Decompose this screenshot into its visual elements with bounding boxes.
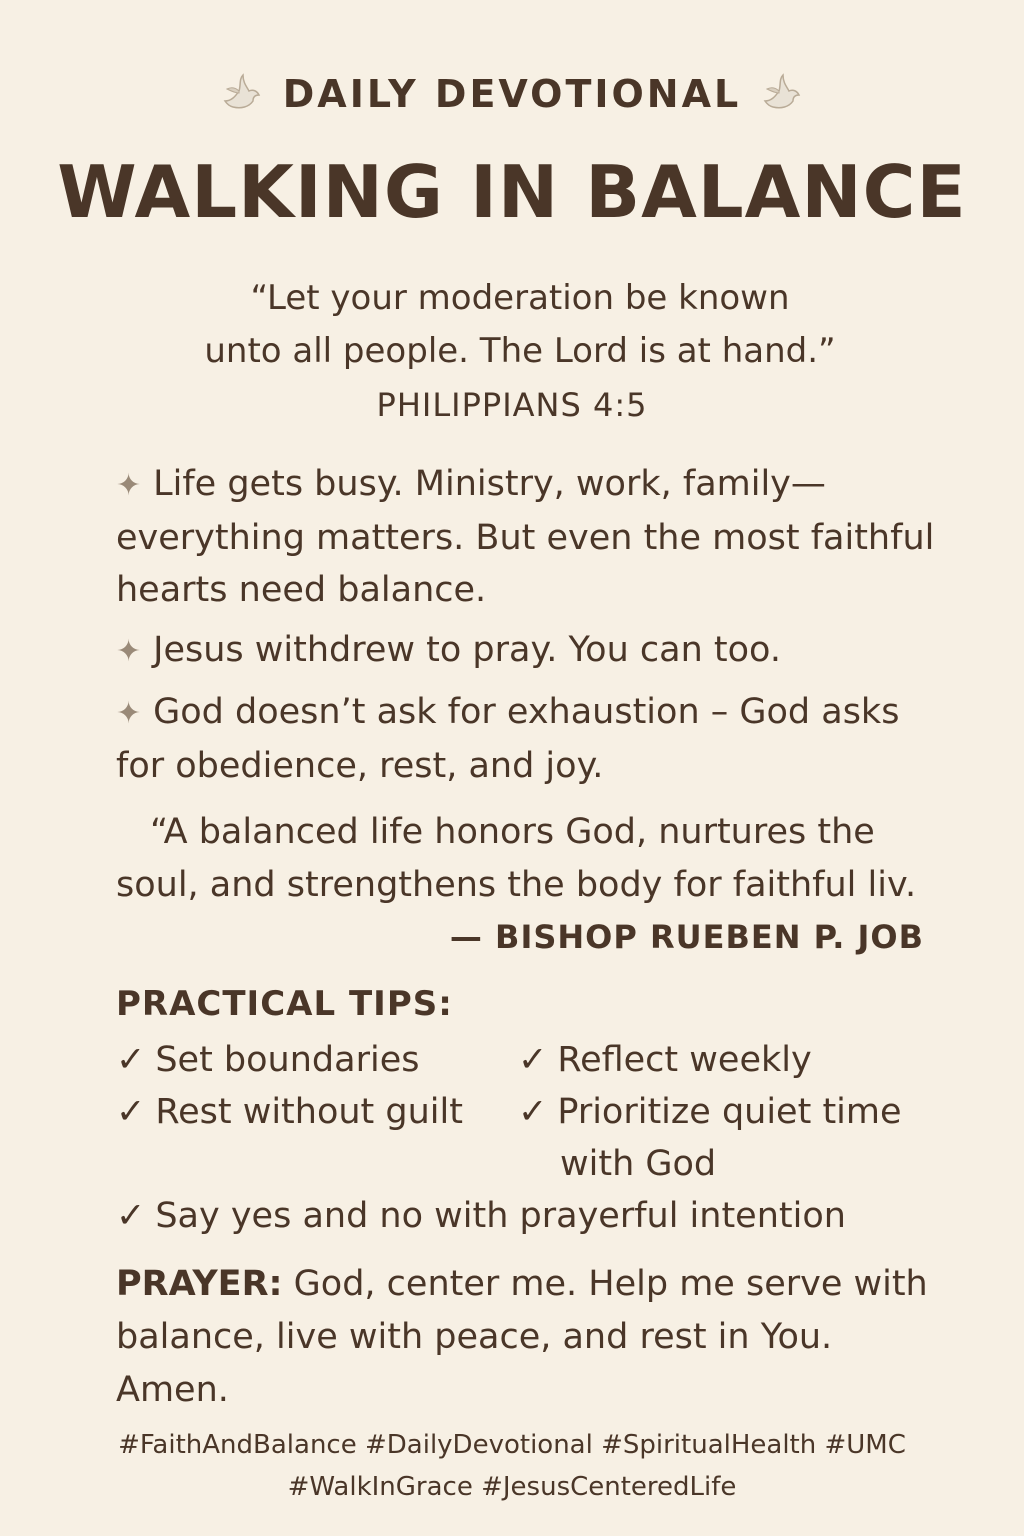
- verse-reference: PHILIPPIANS 4:5: [376, 386, 648, 424]
- tip-item: [518, 1034, 812, 1086]
- tip-item: [518, 1086, 902, 1190]
- header-row: [0, 64, 1024, 124]
- hashtag-line: #FaithAndBalance #DailyDevotional #SpiritualHealth #UMC: [118, 1430, 906, 1460]
- verse-line: unto all people. The Lord is at hand.”: [204, 331, 836, 371]
- check-icon: ✓: [518, 1040, 548, 1080]
- dove-icon: [759, 71, 805, 117]
- sparkle-icon: ✦: [116, 696, 142, 731]
- reflection-item: [116, 624, 956, 678]
- tip-item: [116, 1034, 419, 1086]
- reflection-item: [116, 686, 946, 792]
- reflection-text: Life gets busy. Ministry, work, family—everything matters. But even the most faithful hearts need balance.: [116, 464, 935, 610]
- prayer-block: [116, 1258, 956, 1417]
- quote-line: “A balanced life honors God, nurtures the: [150, 812, 875, 852]
- scripture-verse: [110, 272, 930, 378]
- check-icon: ✓: [518, 1092, 548, 1132]
- check-icon: ✓: [116, 1040, 146, 1080]
- sparkle-icon: ✦: [116, 468, 142, 503]
- hashtags: [0, 1424, 1024, 1508]
- tip-text: Rest without guilt: [155, 1092, 463, 1132]
- tips-heading: PRACTICAL TIPS:: [116, 984, 453, 1024]
- prayer-text: God, center me. Help me serve with balance, live with peace, and rest in You. Amen.: [116, 1264, 928, 1410]
- bishop-quote: [116, 806, 976, 912]
- tip-text: Prioritize quiet time: [557, 1092, 902, 1132]
- check-icon: ✓: [116, 1092, 146, 1132]
- sparkle-icon: ✦: [116, 634, 142, 669]
- quote-author: — BISHOP RUEBEN P. JOB: [449, 918, 924, 956]
- verse-line: “Let your moderation be known: [250, 278, 790, 318]
- tip-text: Set boundaries: [155, 1040, 420, 1080]
- check-icon: ✓: [116, 1196, 146, 1236]
- prayer-label: PRAYER:: [116, 1264, 283, 1304]
- page-title: WALKING IN BALANCE: [57, 150, 967, 234]
- reflection-text: Jesus withdrew to pray. You can too.: [153, 630, 781, 670]
- dove-icon: [219, 71, 265, 117]
- kicker-label: DAILY DEVOTIONAL: [282, 72, 742, 116]
- tip-text: Reflect weekly: [557, 1040, 812, 1080]
- tip-text: Say yes and no with prayerful intention: [155, 1196, 846, 1236]
- reflection-item: [116, 458, 956, 616]
- tip-text-continued: with God: [560, 1144, 717, 1184]
- hashtag-line: #WalkInGrace #JesusCenteredLife: [287, 1472, 737, 1502]
- tip-item: [116, 1086, 463, 1138]
- reflection-text: God doesn’t ask for exhaustion – God asks for obedience, rest, and joy.: [116, 692, 900, 786]
- quote-line: soul, and strengthens the body for faithful liv.: [116, 865, 917, 905]
- tip-item: [116, 1190, 846, 1242]
